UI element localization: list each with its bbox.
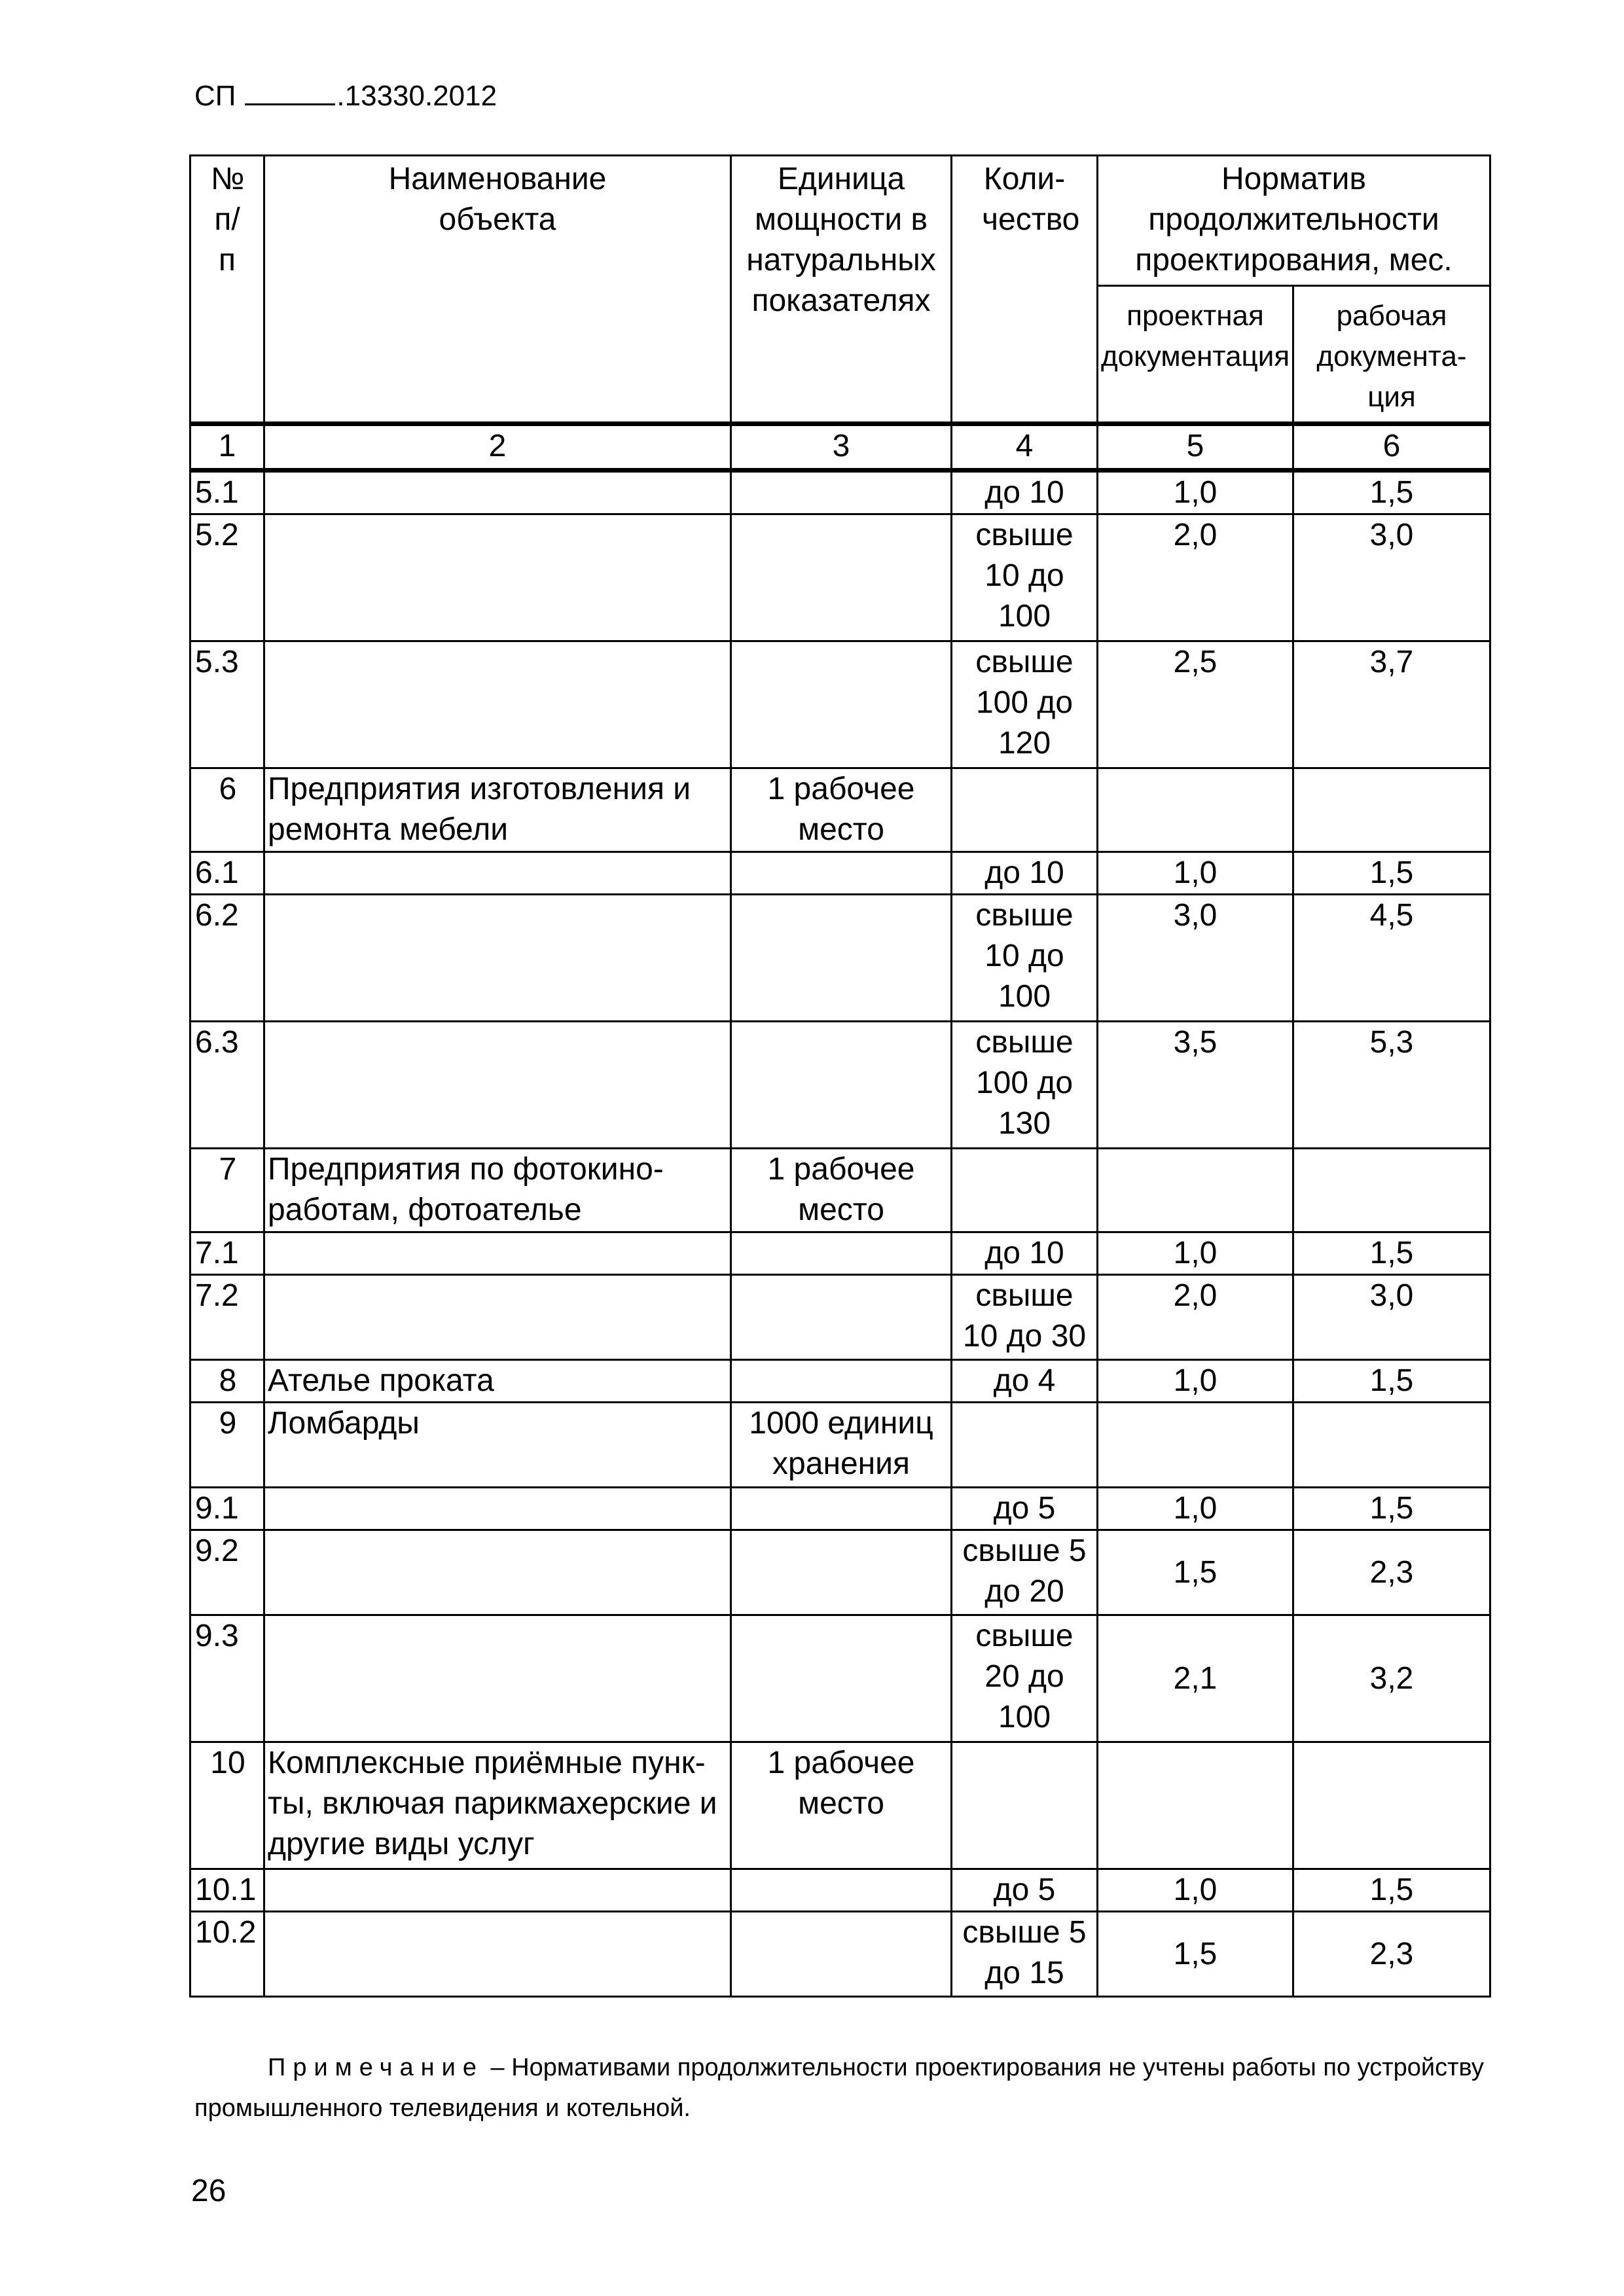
row-work-doc-cell <box>1293 1742 1490 1869</box>
row-unit-cell: 1 рабочее место <box>731 1742 952 1869</box>
column-index-cell: 5 <box>1098 424 1293 471</box>
row-name-cell <box>264 1232 731 1275</box>
row-name-cell <box>264 852 731 895</box>
row-name-cell: Комплексные приёмные пунк-ты, включая парикмахерские и другие виды услуг <box>264 1742 731 1869</box>
table-note <box>194 2047 1490 2128</box>
row-project-doc-cell <box>1098 768 1293 852</box>
row-work-doc-cell: 1,5 <box>1293 1869 1490 1912</box>
table-row <box>190 1742 1490 1869</box>
col-header-work-doc: рабочая документа- ция <box>1293 286 1490 424</box>
row-work-doc-cell: 5,3 <box>1293 1022 1490 1149</box>
row-work-doc-cell <box>1293 768 1490 852</box>
row-quantity-cell <box>952 1149 1098 1232</box>
row-project-doc-cell: 1,5 <box>1098 1530 1293 1615</box>
table-row <box>190 1403 1490 1488</box>
row-project-doc-cell <box>1098 1403 1293 1488</box>
row-number-cell: 7.1 <box>190 1232 264 1275</box>
row-quantity-cell <box>952 1275 1098 1360</box>
row-number-cell: 5.1 <box>190 471 264 514</box>
row-name-cell <box>264 1615 731 1742</box>
row-number-cell: 7 <box>190 1149 264 1232</box>
row-unit-cell <box>731 1275 952 1360</box>
row-name-cell <box>264 1488 731 1530</box>
table-row <box>190 1488 1490 1530</box>
quantity-text: свыше 10 до 30 <box>962 1278 1087 1354</box>
row-name-cell <box>264 1275 731 1360</box>
col-header-norm: Норматив продолжительности проектирования, мес. <box>1098 156 1490 286</box>
row-name-cell <box>264 1912 731 1997</box>
row-project-doc-cell: 1,0 <box>1098 1360 1293 1403</box>
table-row <box>190 852 1490 895</box>
row-name-cell: Ателье проката <box>264 1360 731 1403</box>
row-quantity-cell <box>952 1488 1098 1530</box>
row-unit-cell <box>731 1869 952 1912</box>
norms-table <box>189 154 1491 1998</box>
row-number-cell: 9.2 <box>190 1530 264 1615</box>
row-quantity-cell <box>952 768 1098 852</box>
row-quantity-cell <box>952 514 1098 641</box>
row-quantity-cell <box>952 852 1098 895</box>
row-unit-cell <box>731 1615 952 1742</box>
row-name-cell <box>264 514 731 641</box>
row-name-cell: Предприятия по фотокино-работам, фотоателье <box>264 1149 731 1232</box>
row-project-doc-cell: 1,0 <box>1098 1488 1293 1530</box>
col-header-quantity: Коли- чество <box>952 156 1098 424</box>
row-work-doc-cell <box>1293 1403 1490 1488</box>
row-work-doc-cell: 1,5 <box>1293 471 1490 514</box>
table-row <box>190 641 1490 768</box>
note-text: – Нормативами продолжительности проектирования не учтены работы по устройству промышленного телевидения и котельной. <box>194 2054 1484 2122</box>
row-number-cell: 10.1 <box>190 1869 264 1912</box>
row-work-doc-cell: 3,0 <box>1293 514 1490 641</box>
table-row <box>190 768 1490 852</box>
row-unit-cell <box>731 1488 952 1530</box>
row-project-doc-cell: 3,0 <box>1098 895 1293 1022</box>
row-number-cell: 10 <box>190 1742 264 1869</box>
row-quantity-cell <box>952 1022 1098 1149</box>
table-row <box>190 1149 1490 1232</box>
row-name-cell <box>264 641 731 768</box>
row-quantity-cell <box>952 1912 1098 1997</box>
table-row <box>190 1360 1490 1403</box>
row-name-cell <box>264 1530 731 1615</box>
quantity-text: свыше 5 до 15 <box>962 1915 1087 1990</box>
row-project-doc-cell: 2,5 <box>1098 641 1293 768</box>
row-name-cell: Ломбарды <box>264 1403 731 1488</box>
row-project-doc-cell: 2,0 <box>1098 514 1293 641</box>
row-work-doc-cell: 2,3 <box>1293 1530 1490 1615</box>
table-row <box>190 514 1490 641</box>
col-header-name: Наименование объекта <box>264 156 731 424</box>
row-quantity-cell <box>952 1742 1098 1869</box>
note-label: Примечание <box>268 2054 484 2081</box>
quantity-text: свыше 100 до 130 <box>975 1025 1074 1141</box>
row-work-doc-cell: 4,5 <box>1293 895 1490 1022</box>
table-row <box>190 895 1490 1022</box>
row-number-cell: 8 <box>190 1360 264 1403</box>
row-project-doc-cell: 2,0 <box>1098 1275 1293 1360</box>
row-work-doc-cell <box>1293 1149 1490 1232</box>
row-unit-cell <box>731 852 952 895</box>
row-name-cell <box>264 1869 731 1912</box>
row-project-doc-cell <box>1098 1742 1293 1869</box>
table-row <box>190 1912 1490 1997</box>
column-index-cell: 6 <box>1293 424 1490 471</box>
row-project-doc-cell: 1,0 <box>1098 471 1293 514</box>
row-project-doc-cell: 3,5 <box>1098 1022 1293 1149</box>
quantity-text: свыше 5 до 20 <box>962 1534 1087 1609</box>
row-number-cell: 10.2 <box>190 1912 264 1997</box>
row-unit-cell <box>731 1022 952 1149</box>
row-unit-cell <box>731 1530 952 1615</box>
row-project-doc-cell: 2,1 <box>1098 1615 1293 1742</box>
row-work-doc-cell: 3,2 <box>1293 1615 1490 1742</box>
row-quantity-cell <box>952 641 1098 768</box>
table-row <box>190 1275 1490 1360</box>
row-number-cell: 6.1 <box>190 852 264 895</box>
row-quantity-cell <box>952 1869 1098 1912</box>
row-unit-cell <box>731 641 952 768</box>
table-row <box>190 1869 1490 1912</box>
column-index-cell: 4 <box>952 424 1098 471</box>
quantity-text: свыше 20 до 100 <box>975 1619 1074 1734</box>
row-quantity-cell <box>952 1360 1098 1403</box>
col-header-unit: Единица мощности в натуральных показателях <box>731 156 952 424</box>
quantity-text: до 10 <box>984 855 1064 890</box>
table-row <box>190 471 1490 514</box>
row-project-doc-cell: 1,0 <box>1098 852 1293 895</box>
row-quantity-cell <box>952 1615 1098 1742</box>
row-unit-cell: 1 рабочее место <box>731 1149 952 1232</box>
doc-code-suffix: .13330.2012 <box>336 80 497 112</box>
row-number-cell: 6 <box>190 768 264 852</box>
column-index-cell: 1 <box>190 424 264 471</box>
row-name-cell <box>264 471 731 514</box>
row-name-cell <box>264 1022 731 1149</box>
quantity-text: до 4 <box>993 1363 1056 1398</box>
quantity-text: до 10 <box>984 475 1064 510</box>
row-number-cell: 9 <box>190 1403 264 1488</box>
row-quantity-cell <box>952 471 1098 514</box>
row-name-cell: Предприятия изготовления и ремонта мебели <box>264 768 731 852</box>
row-work-doc-cell: 1,5 <box>1293 852 1490 895</box>
row-unit-cell: 1 рабочее место <box>731 768 952 852</box>
quantity-text: до 10 <box>984 1236 1064 1270</box>
row-project-doc-cell: 1,5 <box>1098 1912 1293 1997</box>
row-unit-cell <box>731 514 952 641</box>
row-work-doc-cell: 1,5 <box>1293 1360 1490 1403</box>
row-quantity-cell <box>952 895 1098 1022</box>
row-work-doc-cell: 2,3 <box>1293 1912 1490 1997</box>
quantity-text: свыше 10 до 100 <box>975 898 1074 1014</box>
col-header-number: № п/п <box>190 156 264 424</box>
row-project-doc-cell: 1,0 <box>1098 1232 1293 1275</box>
norms-table-body <box>190 156 1490 1997</box>
row-name-cell <box>264 895 731 1022</box>
row-work-doc-cell: 3,0 <box>1293 1275 1490 1360</box>
column-index-row <box>190 424 1490 471</box>
col-header-project-doc: проектная документация <box>1098 286 1293 424</box>
row-unit-cell <box>731 1912 952 1997</box>
doc-code-prefix: СП <box>194 80 236 112</box>
row-work-doc-cell: 1,5 <box>1293 1488 1490 1530</box>
quantity-text: до 5 <box>993 1491 1056 1526</box>
row-quantity-cell <box>952 1232 1098 1275</box>
row-project-doc-cell: 1,0 <box>1098 1869 1293 1912</box>
row-number-cell: 9.3 <box>190 1615 264 1742</box>
table-row <box>190 1022 1490 1149</box>
table-row <box>190 1615 1490 1742</box>
row-unit-cell <box>731 1360 952 1403</box>
row-quantity-cell <box>952 1403 1098 1488</box>
column-index-cell: 2 <box>264 424 731 471</box>
row-number-cell: 5.2 <box>190 514 264 641</box>
row-number-cell: 9.1 <box>190 1488 264 1530</box>
row-unit-cell <box>731 471 952 514</box>
quantity-text: до 5 <box>993 1873 1056 1907</box>
row-number-cell: 6.3 <box>190 1022 264 1149</box>
page-number: 26 <box>191 2174 226 2208</box>
column-index-cell: 3 <box>731 424 952 471</box>
row-project-doc-cell <box>1098 1149 1293 1232</box>
row-unit-cell: 1000 единиц хранения <box>731 1403 952 1488</box>
table-row <box>190 1530 1490 1615</box>
table-row <box>190 1232 1490 1275</box>
row-number-cell: 5.3 <box>190 641 264 768</box>
row-number-cell: 6.2 <box>190 895 264 1022</box>
document-header <box>194 77 497 115</box>
doc-code-blank <box>245 77 335 105</box>
row-quantity-cell <box>952 1530 1098 1615</box>
row-number-cell: 7.2 <box>190 1275 264 1360</box>
header-row-top <box>190 156 1490 286</box>
quantity-text: свыше 100 до 120 <box>975 645 1074 761</box>
row-unit-cell <box>731 1232 952 1275</box>
row-unit-cell <box>731 895 952 1022</box>
row-work-doc-cell: 1,5 <box>1293 1232 1490 1275</box>
row-work-doc-cell: 3,7 <box>1293 641 1490 768</box>
quantity-text: свыше 10 до 100 <box>975 518 1074 634</box>
